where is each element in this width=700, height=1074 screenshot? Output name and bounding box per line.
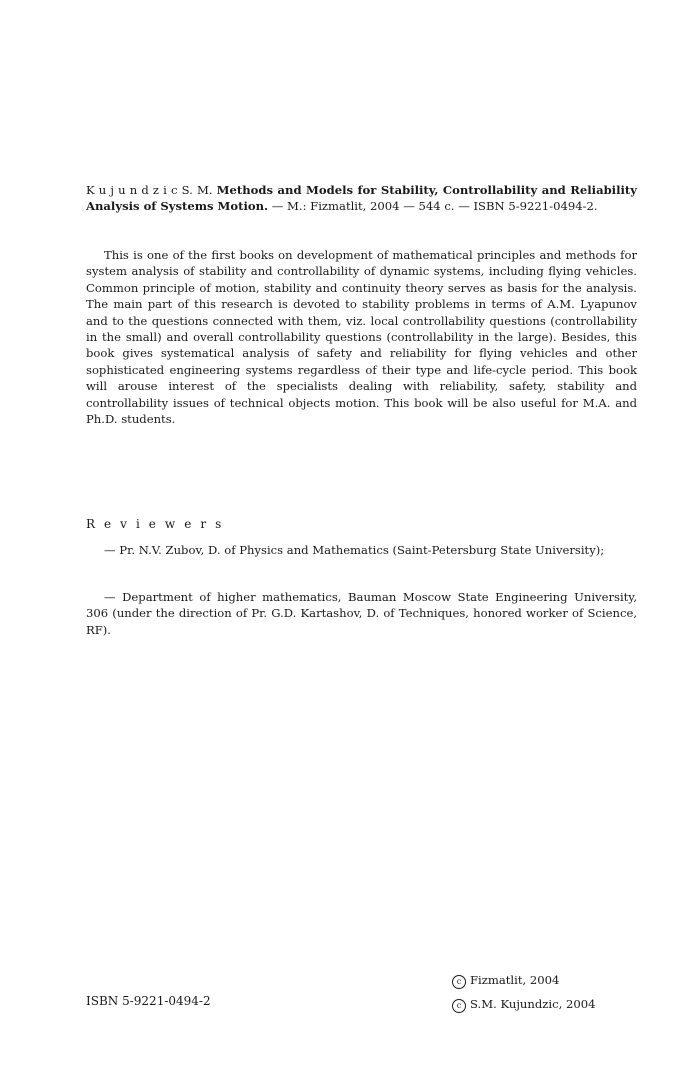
copyright-icon: c	[452, 999, 466, 1013]
copyright-author-text: S.M. Kujundzic, 2004	[470, 997, 596, 1011]
copyright-publisher	[452, 970, 637, 994]
reviewers-heading: R e v i e w e r s	[86, 517, 224, 531]
isbn-footer: ISBN 5-9221-0494-2	[86, 994, 211, 1008]
reviewer-item: — Pr. N.V. Zubov, D. of Physics and Mathematics (Saint-Petersburg State University);	[104, 543, 605, 557]
citation-publication: — M.: Fizmatlit, 2004 — 544 c. — ISBN 5-9221-0494-2.	[271, 199, 598, 214]
copyright-icon: c	[452, 975, 466, 989]
copyright-publisher-text: Fizmatlit, 2004	[470, 973, 560, 987]
copyright-author	[452, 994, 637, 1018]
reviewer-item: — Department of higher mathematics, Bauman Moscow State Engineering University, 306 (under the direction of Pr. G.D. Kartashov, D. of Techniques, honored worker of Science, RF).	[86, 590, 637, 637]
citation-author: K u j u n d z i c S. M.	[86, 183, 213, 197]
citation-title: Methods and Models for Stability, Controllability and Reliability Analysis of Systems Motion.	[86, 183, 637, 214]
copyright-block	[452, 970, 637, 1018]
abstract-paragraph: This is one of the first books on development of mathematical principles and methods for system analysis of stability and controllability of dynamic systems, including flying vehicles. Common principle of motion, stability and continuity theory serves as basis for the analysis. The main part of this research is devoted to stability problems in terms of A.M. Lyapunov and to the questions connected with them, viz. local controllability questions (controllability in the small) and overall controllability questions (controllability in the large). Besides, this book gives systematical analysis of safety and reliability for flying vehicles and other sophisticated engineering systems regardless of their type and life-cycle period. This book will arouse interest of the specialists dealing with reliability, safety, stability and controllability issues of technical objects motion. This book will be also useful for M.A. and Ph.D. students.	[86, 248, 637, 427]
bibliographic-citation	[86, 182, 637, 215]
